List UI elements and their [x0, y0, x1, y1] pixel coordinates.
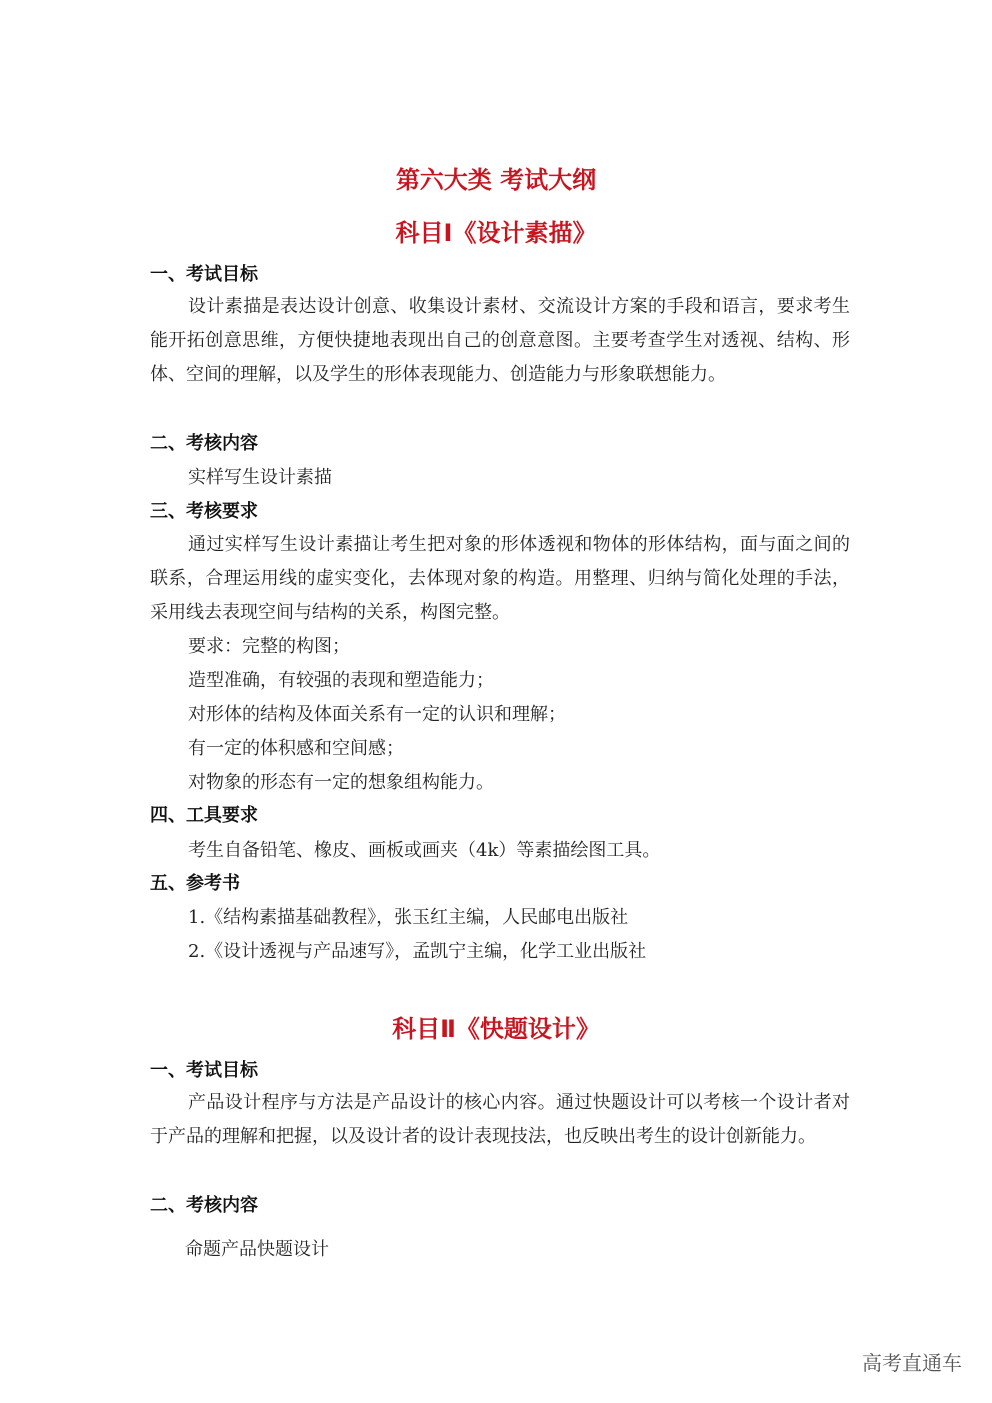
- s1-section3-heading: 三、考核要求: [150, 501, 258, 522]
- s1-section1-text: 设计素描是表达设计创意、收集设计素材、交流设计方案的手段和语言，要求考生能开拓创意思维，方便快捷地表现出自己的创意意图。主要考查学生对透视、结构、形体、空间的理解，以及学生的形体表现能力、创造能力与形象联想能力。: [150, 296, 850, 385]
- s2-section2-heading: 二、考核内容: [150, 1195, 258, 1216]
- main-title: 第六大类 考试大纲: [395, 166, 597, 194]
- s2-section1-heading: 一、考试目标: [150, 1060, 258, 1081]
- watermark-text: 高考直通车: [862, 1351, 962, 1375]
- requirement-item: 要求：完整的构图；: [188, 636, 350, 657]
- reference-book-item: 2.《设计透视与产品速写》，孟凯宁主编，化学工业出版社: [188, 941, 647, 962]
- requirement-item: 对物象的形态有一定的想象组构能力。: [188, 772, 494, 793]
- subject1-title: 科目Ⅰ《设计素描》: [395, 219, 597, 247]
- s1-section5-heading: 五、参考书: [150, 873, 240, 894]
- s1-section1-heading: 一、考试目标: [150, 264, 258, 285]
- s2-section1-text: 产品设计程序与方法是产品设计的核心内容。通过快题设计可以考核一个设计者对于产品的理解和把握，以及设计者的设计表现技法，也反映出考生的设计创新能力。: [150, 1092, 850, 1147]
- reference-book-item: 1.《结构素描基础教程》，张玉红主编，人民邮电出版社: [188, 907, 629, 928]
- s2-section2-text: 命题产品快题设计: [185, 1239, 329, 1260]
- s1-section2-text: 实样写生设计素描: [188, 467, 332, 488]
- s1-section3-text: 通过实样写生设计素描让考生把对象的形体透视和物体的形体结构，面与面之间的联系，合理运用线的虚实变化，去体现对象的构造。用整理、归纳与简化处理的手法，采用线去表现空间与结构的关系，构图完整。: [150, 534, 850, 623]
- s1-section4-heading: 四、工具要求: [150, 805, 258, 826]
- requirement-item: 造型准确，有较强的表现和塑造能力；: [188, 670, 494, 691]
- requirement-item: 有一定的体积感和空间感；: [188, 738, 404, 759]
- requirement-item: 对形体的结构及体面关系有一定的认识和理解；: [188, 704, 566, 725]
- subject2-title: 科目Ⅱ《快题设计》: [392, 1015, 600, 1043]
- s1-section2-heading: 二、考核内容: [150, 433, 258, 454]
- s1-section4-text: 考生自备铅笔、橡皮、画板或画夹（4k）等素描绘图工具。: [188, 840, 661, 861]
